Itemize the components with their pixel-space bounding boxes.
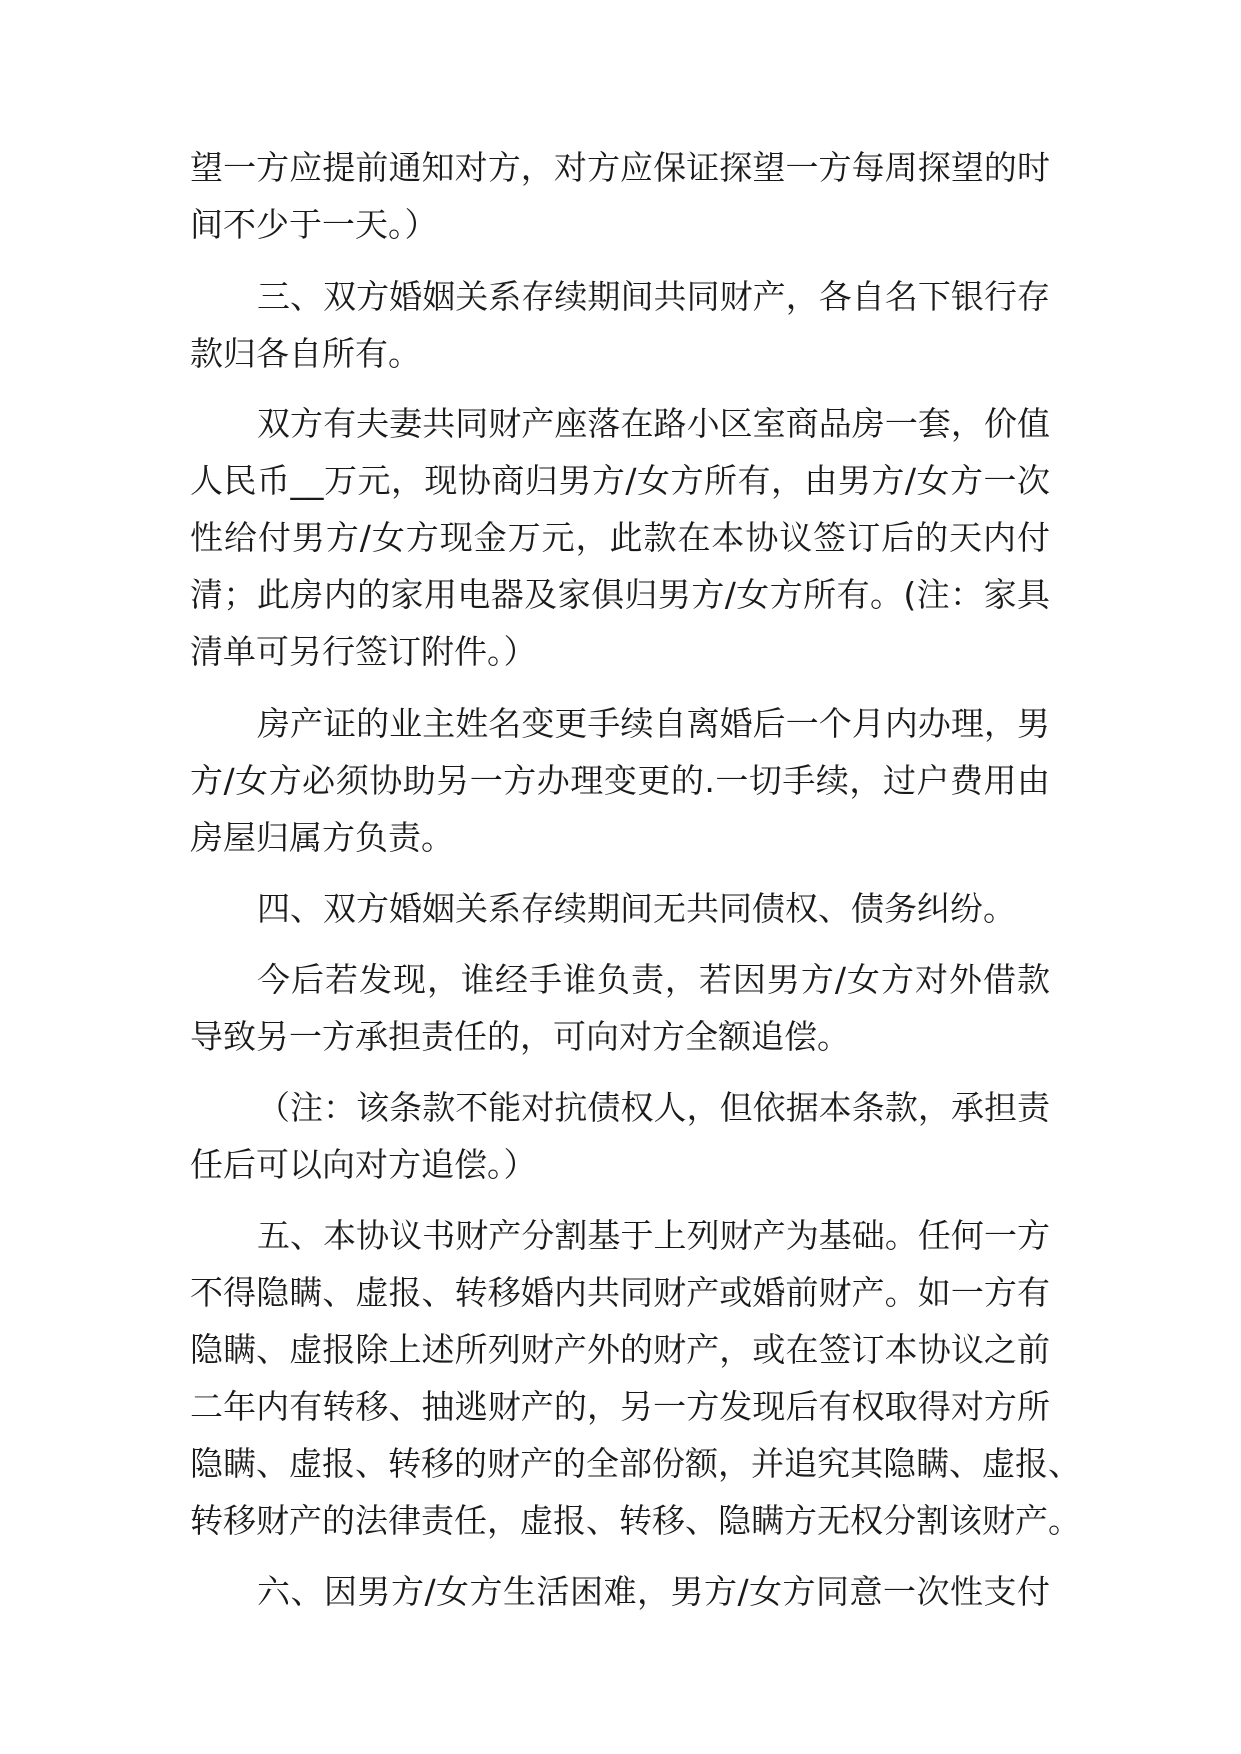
line: 房屋归属方负责。 xyxy=(190,818,454,857)
line: 任后可以向对方追偿。） xyxy=(190,1145,537,1184)
line: 性给付男方/女方现金万元，此款在本协议签订后的天内付 xyxy=(190,518,1050,557)
line: 清单可另行签订附件。） xyxy=(190,632,537,671)
line: 不得隐瞒、虚报、转移婚内共同财产或婚前财产。如一方有 xyxy=(190,1273,1050,1312)
line: 导致另一方承担责任的，可向对方全额追偿。 xyxy=(190,1017,850,1056)
line: （注：该条款不能对抗债权人，但依据本条款，承担责 xyxy=(257,1088,1050,1127)
line: 间不少于一天。） xyxy=(190,205,438,244)
line: 六、因男方/女方生活困难，男方/女方同意一次性支付 xyxy=(257,1572,1050,1611)
line: 三、双方婚姻关系存续期间共同财产，各自名下银行存 xyxy=(257,277,1050,316)
line: 双方有夫妻共同财产座落在路小区室商品房一套，价值 xyxy=(257,404,1050,443)
line: 今后若发现，谁经手谁负责，若因男方/女方对外借款 xyxy=(257,960,1050,999)
line: 清；此房内的家用电器及家俱归男方/女方所有。(注：家具 xyxy=(190,575,1050,614)
line: 隐瞒、虚报、转移的财产的全部份额，并追究其隐瞒、虚报、 xyxy=(190,1444,1081,1483)
line: 望一方应提前通知对方，对方应保证探望一方每周探望的时 xyxy=(190,148,1050,187)
line: 隐瞒、虚报除上述所列财产外的财产，或在签订本协议之前 xyxy=(190,1330,1050,1369)
line: 人民币__万元，现协商归男方/女方所有，由男方/女方一次 xyxy=(190,461,1050,500)
line: 五、本协议书财产分割基于上列财产为基础。任何一方 xyxy=(257,1216,1050,1255)
line: 二年内有转移、抽逃财产的，另一方发现后有权取得对方所 xyxy=(190,1387,1050,1426)
line: 四、双方婚姻关系存续期间无共同债权、债务纠纷。 xyxy=(257,889,1016,928)
line: 转移财产的法律责任，虚报、转移、隐瞒方无权分割该财产。 xyxy=(190,1501,1081,1540)
line: 方/女方必须协助另一方办理变更的.一切手续，过户费用由 xyxy=(190,761,1050,800)
line: 款归各自所有。 xyxy=(190,334,421,373)
line: 房产证的业主姓名变更手续自离婚后一个月内办理，男 xyxy=(257,704,1050,743)
